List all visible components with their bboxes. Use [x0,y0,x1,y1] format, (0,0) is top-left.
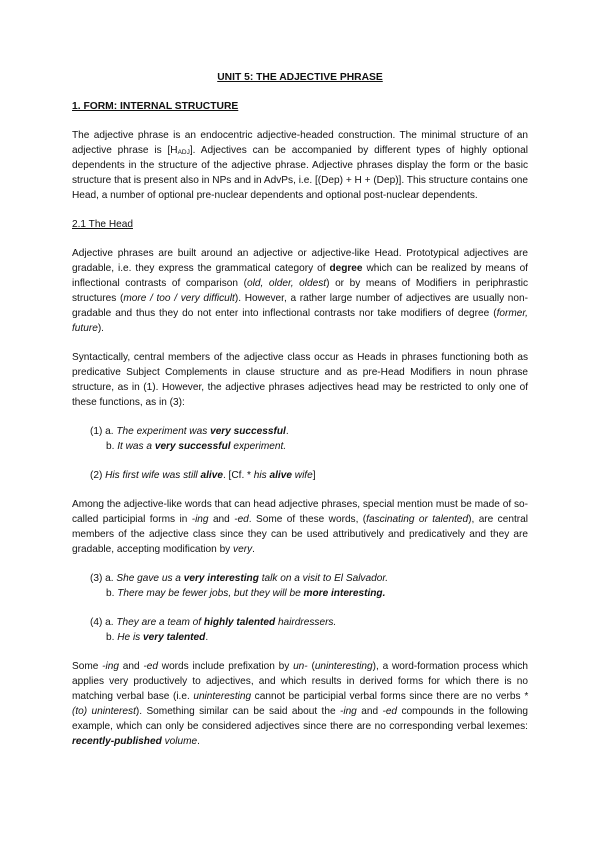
italic-example: experiment. [230,441,287,452]
example-1a [90,424,528,439]
italic-example: -ed [143,661,158,672]
text: and [119,661,144,672]
example-2-line [90,468,528,483]
text: b. [106,632,118,643]
text: ( [307,661,315,672]
italic-example: talk on a visit to El Salvador. [258,573,389,584]
bold-example: very successful [154,441,231,452]
text: . [285,426,289,437]
italic-example: -ing [102,661,119,672]
bold-example: very successful [210,426,286,437]
text: ]. Adjectives can be accompanied by different types of highly optional dependents in the structure of the adjective phrase. Adjective phrases display the form or the basic structure that is present also in NPs and in AdvPs, i.e. [(Dep) + H + (Dep)]. This structure contains one Head, a number of optional pre-nuclear dependents and optional post-nuclear dependents. [72,145,528,201]
italic-example: uninteresting [314,661,373,672]
example-1b [90,439,528,454]
bold-example: highly talented [203,617,276,628]
text: . [252,544,255,555]
text: (4) a. [90,617,117,628]
bold-example: more interesting. [303,588,386,599]
paragraph-participial [72,497,528,557]
text: and [208,514,235,525]
text: ] [312,470,316,481]
italic-example: more / too / very difficult [123,293,235,304]
italic-example: There may be fewer jobs, but they will be [117,588,304,599]
unit-title: UNIT 5: THE ADJECTIVE PHRASE [217,72,383,83]
text: which can be realized by means of inflectional contrasts of comparison ( [72,263,528,289]
italic-example: un- [293,661,308,672]
text: words include prefixation by [158,661,294,672]
italic-example: She gave us a [116,573,184,584]
text: . [197,736,200,747]
subscript-adj: ADJ [177,149,190,156]
italic-example: very [233,544,253,555]
text: b. [106,441,118,452]
text: and [356,706,383,717]
italic-example: uninteresting [193,691,252,702]
bold-term: degree [329,263,363,274]
bold-example: very talented [143,632,206,643]
example-4 [90,615,528,645]
italic-example: * (to) uninterest [72,691,528,717]
italic-example: hairdressers. [275,617,337,628]
italic-example: He is [117,632,144,643]
italic-example: They are a team of [116,617,204,628]
italic-example: fascinating or talented [366,514,469,525]
text: . [Cf. * [222,470,254,481]
bold-example: very interesting [183,573,259,584]
italic-example: The experiment was [116,426,211,437]
paragraph-gradable [72,246,528,336]
text: (2) [90,470,106,481]
paragraph-syntax: Syntactically, central members of the adjective class occur as Heads in phrases functioning both as predicative Subject Complements in clause structure and as pre-Head Modifiers in noun phrase structure, as in (1). However, the adjective phrases adjectives head may be restricted to only one of these functions, as in (3): [72,352,528,408]
italic-example: It was a [117,441,155,452]
italic-example: -ing [191,514,209,525]
text: (1) a. [90,426,117,437]
italic-example: -ed [234,514,249,525]
text: ), a word-formation process which applies very productively to adjectives, and which results in derived forms for which there is no matching verbal base (i.e. [72,661,528,702]
text: ). [97,323,104,334]
italic-example: his [253,470,270,481]
italic-example: old, older, oldest [247,278,327,289]
text: ) or by means of Modifiers in periphrastic structures ( [72,278,528,304]
bold-example: alive [200,470,223,481]
text: b. [106,588,118,599]
example-3a [90,571,528,586]
text: ), are central members of the adjective class since they can be used attributively and predicatively and they are gradable, accepting modification by [72,514,528,555]
text: compounds in the following example, which can only be considered adjectives since there are no corresponding verbal lexemes: [72,706,528,732]
example-4b [90,630,528,645]
section-heading-form: 1. FORM: INTERNAL STRUCTURE [72,101,239,112]
italic-example: -ed [382,706,398,717]
paragraph-definition [72,128,528,203]
text: cannot be participial verbal forms since there are no verbs [251,691,525,702]
italic-example: -ing [339,706,357,717]
text: Adjective phrases are built around an adjective or adjective-like Head. Prototypical adjectives are gradable, i.e. they express the grammatical category of [72,248,528,274]
italic-example: wife [291,470,313,481]
section-heading-head: 2.1 The Head [72,219,133,230]
text: . [205,632,209,643]
bold-example: recently-published [72,736,162,747]
bold-example: alive [269,470,292,481]
example-1 [90,424,528,454]
text: . Some of these words, ( [248,514,367,525]
text: Among the adjective-like words that can head adjective phrases, special mention must be made of so-called participial forms in [72,499,528,525]
text: (3) a. [90,573,117,584]
italic-example: His first wife was still [105,470,201,481]
text: ). However, a rather large number of adjectives are usually non-gradable and thus they do not enter into inflectional contrasts nor take modifiers of degree ( [72,293,528,319]
italic-example: volume [164,736,198,747]
example-4a [90,615,528,630]
paragraph-prefixation [72,659,528,749]
example-2 [90,468,528,483]
document-page [72,70,528,763]
example-3 [90,571,528,601]
example-3b [90,586,528,601]
text: ). Something similar can be said about the [135,706,340,717]
italic-example: former, future [72,308,528,334]
text: Some [72,661,103,672]
text: The adjective phrase is an endocentric adjective-headed construction. The minimal structure of an adjective phrase is [H [72,130,528,156]
